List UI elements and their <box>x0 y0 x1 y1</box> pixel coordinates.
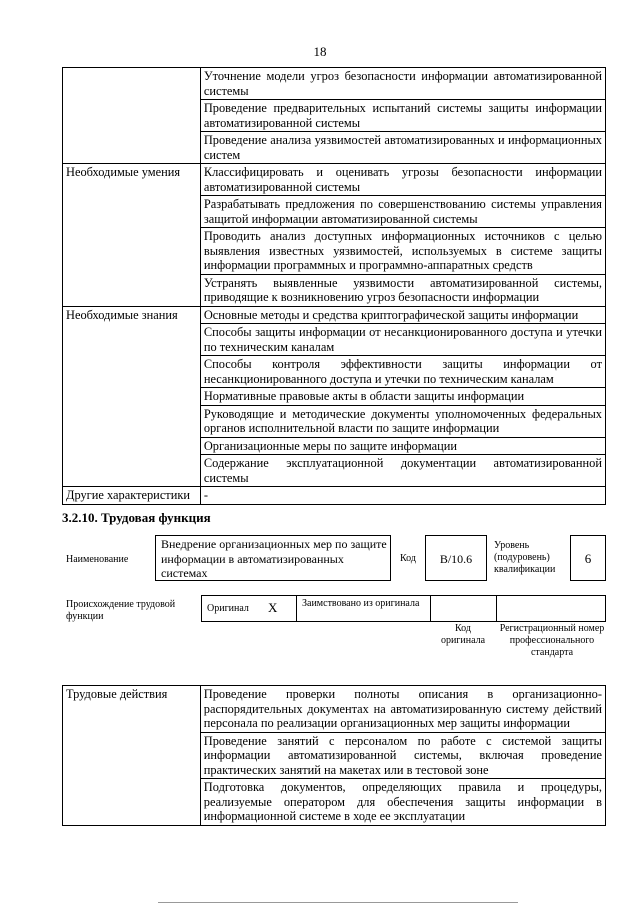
row-label <box>63 68 201 164</box>
table-cell: Проведение предварительных испытаний системы защиты информации автоматизированной системы <box>200 100 605 132</box>
skills-table <box>62 67 606 505</box>
table-cell: Проведение проверки полноты описания в организационно-распорядительных документах на автоматизированную систему действий персонала по реализации организационных мер защиты информации <box>200 686 605 733</box>
table-row <box>63 686 606 733</box>
table-cell: Уточнение модели угроз безопасности информации автоматизированной системы <box>200 68 605 100</box>
row-label: Необходимые умения <box>63 164 201 307</box>
code-label: Код <box>400 553 416 564</box>
table-cell: Проведение анализа уязвимостей автоматизированных и информационных систем <box>200 132 605 164</box>
name-value: Внедрение организационных мер по защите информации в автоматизированных системах <box>161 537 387 580</box>
labor-actions-table <box>62 685 606 826</box>
table-cell: Проведение занятий с персоналом по работе с системой защиты информации автоматизированной системы, включая проведение практических занятий на макетах или в тестовой зоне <box>200 732 605 779</box>
table-cell: Способы защиты информации от несанкционированного доступа и утечки по техническим каналам <box>200 324 605 356</box>
table-cell: Содержание эксплуатационной документации автоматизированной системы <box>200 455 605 487</box>
table-row <box>63 306 606 324</box>
page-edge-line <box>158 902 518 903</box>
table-cell: Руководящие и методические документы уполномоченных федеральных органов исполнительной власти по защите информации <box>200 405 605 437</box>
table-cell: Классифицировать и оценивать угрозы безопасности информации автоматизированной системы <box>200 164 605 196</box>
name-label: Наименование <box>66 554 129 565</box>
table-cell: Подготовка документов, определяющих правила и процедуры, реализуемые оператором для обеспечения защиты информации в информационной системе в ходе ее эксплуатации <box>200 779 605 826</box>
original-label: Оригинал <box>207 603 249 614</box>
code-original-label: Код оригинала <box>440 623 486 646</box>
table-cell: Устранять выявленные уязвимости автоматизированной системы, приводящие к возникновению угроз безопасности информации <box>200 274 605 306</box>
table-row <box>63 487 606 505</box>
table-cell: - <box>200 487 605 505</box>
original-mark: X <box>268 600 278 615</box>
table-row <box>63 164 606 196</box>
table-cell: Проводить анализ доступных информационных источников с целью выявления известных уязвимостей, используемых в системе защиты информации программных и программно-аппаратных средств <box>200 228 605 275</box>
row-label: Другие характеристики <box>63 487 201 505</box>
origin-label: Происхождение трудовой функции <box>66 599 176 622</box>
table-cell: Способы контроля эффективности защиты информации от несанкционированного доступа и утечки по техническим каналам <box>200 356 605 388</box>
reg-number-label: Регистрационный номер профессионального стандарта <box>499 623 605 658</box>
page-number: 18 <box>313 44 327 59</box>
row-label: Трудовые действия <box>63 686 201 826</box>
table-cell: Разрабатывать предложения по совершенствованию системы управления защитой информации автоматизированной системы <box>200 196 605 228</box>
table-row <box>63 68 606 100</box>
level-label: Уровень (подуровень) квалификации <box>494 540 556 575</box>
code-value: В/10.6 <box>439 552 473 566</box>
table-cell: Основные методы и средства криптографической защиты информации <box>200 306 605 324</box>
borrowed-label: Заимствовано из оригинала <box>302 598 420 609</box>
table-cell: Организационные меры по защите информации <box>200 437 605 455</box>
row-label: Необходимые знания <box>63 306 201 487</box>
level-value: 6 <box>584 551 592 566</box>
section-heading: 3.2.10. Трудовая функция <box>62 510 211 525</box>
table-cell: Нормативные правовые акты в области защиты информации <box>200 388 605 406</box>
